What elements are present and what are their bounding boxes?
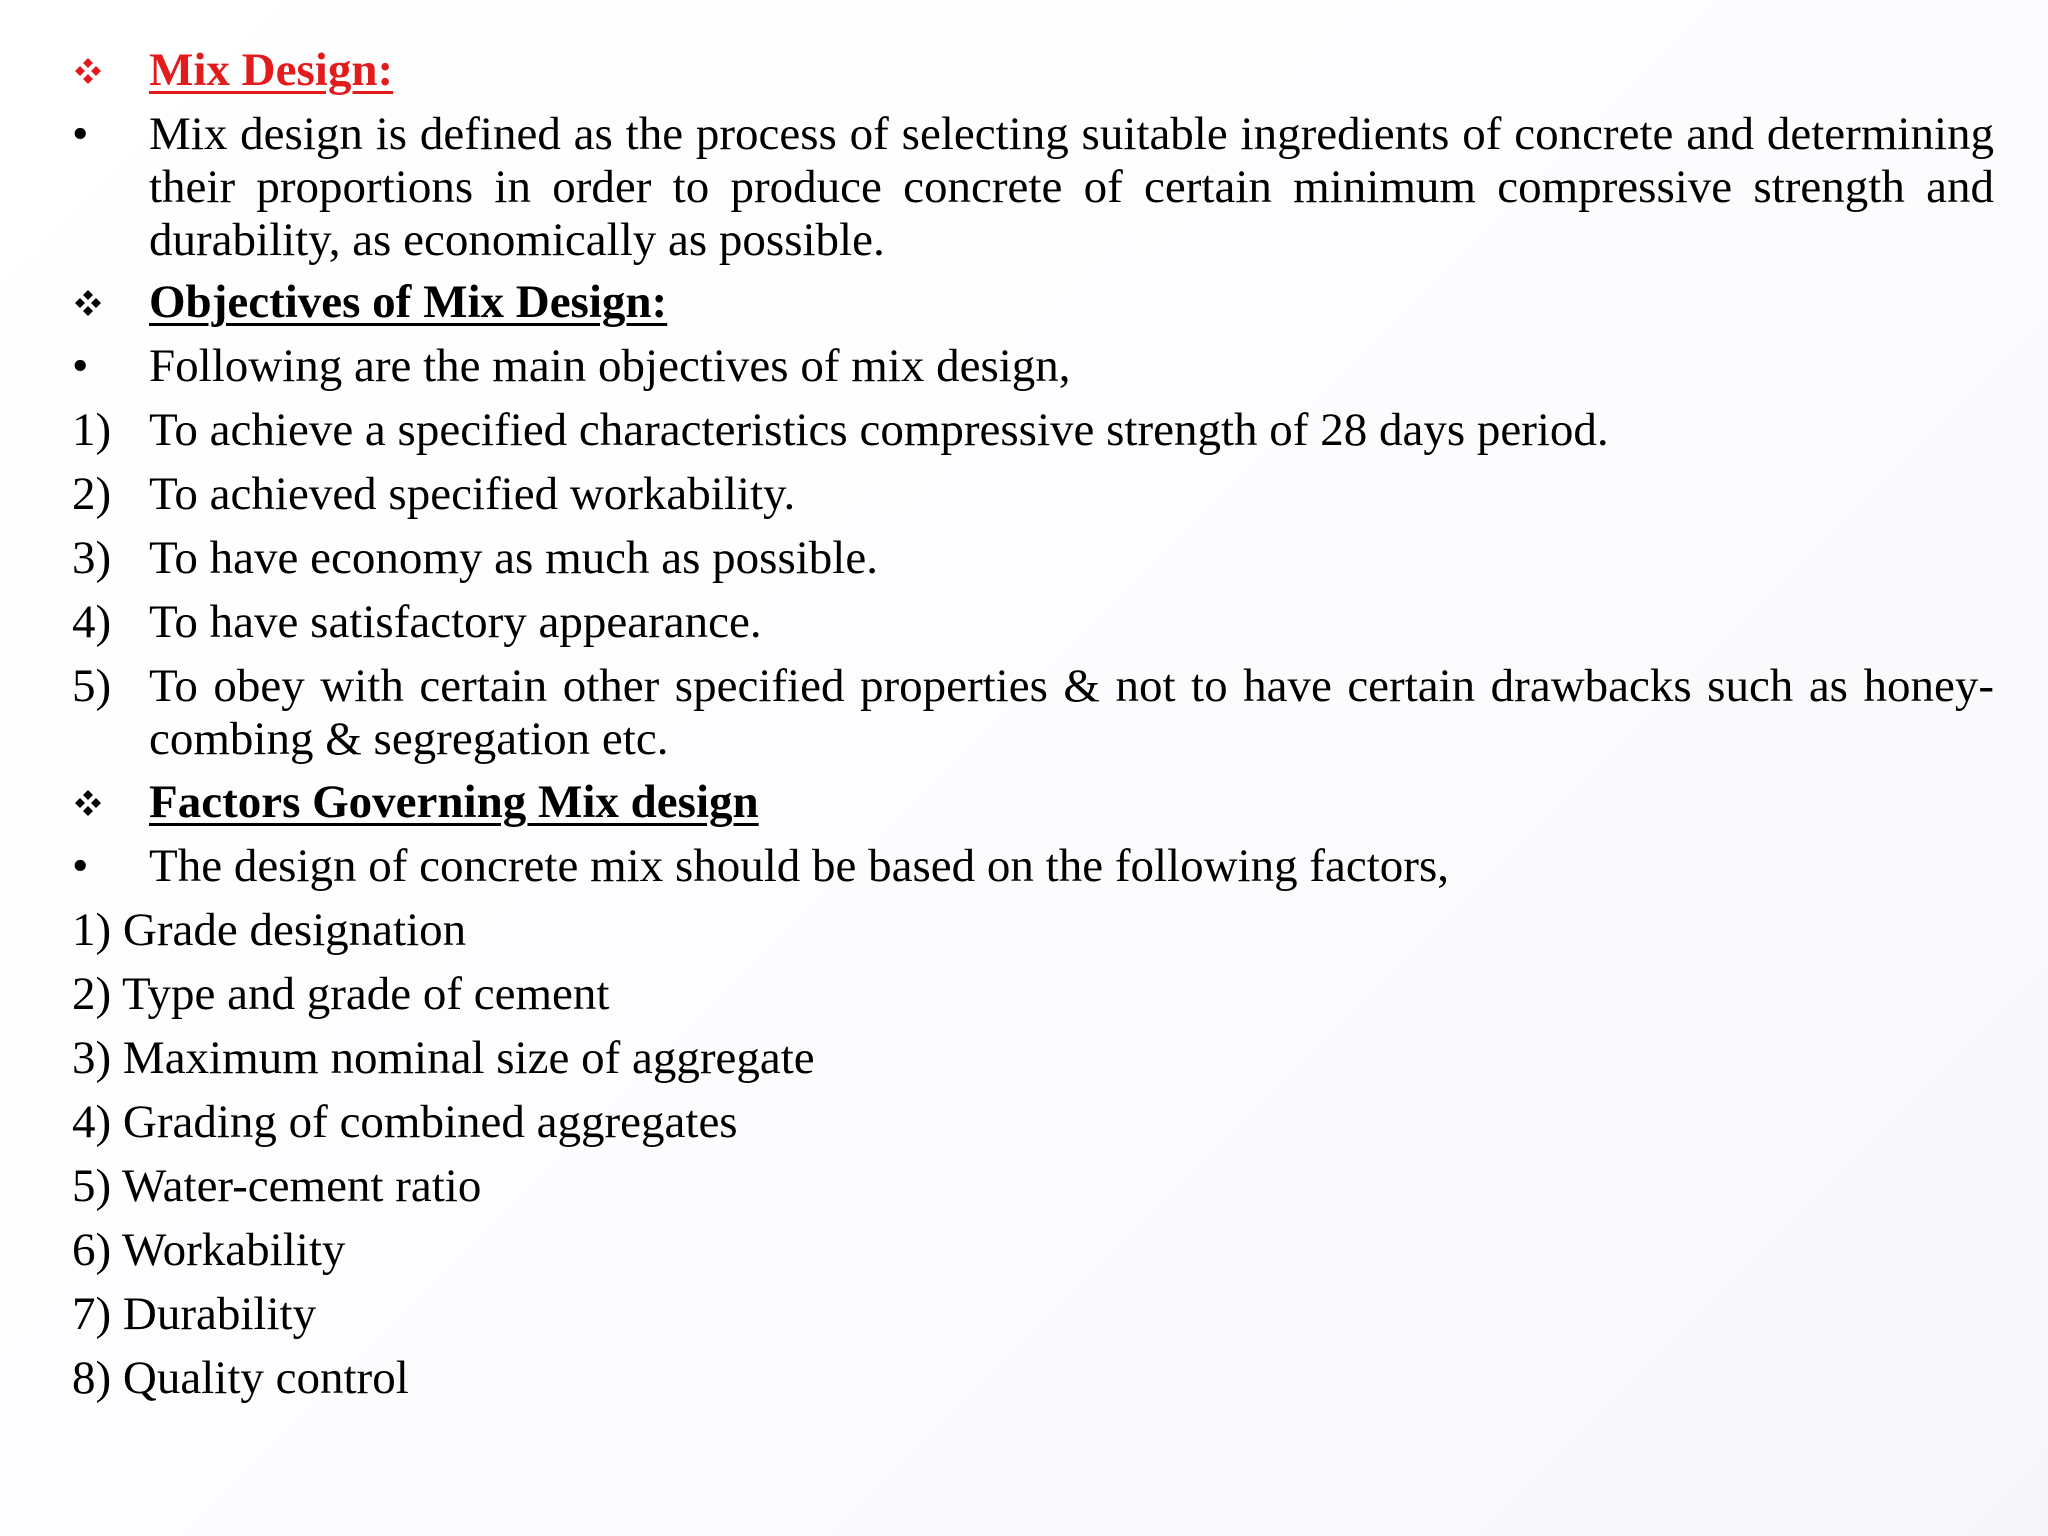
mix-design-definition: Mix design is defined as the process of selecting suitable ingredients of concrete and determining their proportions in order to produce concrete of certain minimum compressive strength and durability, as economically as possible. [149, 108, 1994, 266]
objective-number: 2) [72, 468, 112, 520]
bullet: • [72, 340, 89, 392]
factors-intro: The design of concrete mix should be based on the following factors, [149, 840, 1449, 892]
objective-text: To obey with certain other specified properties & not to have certain drawbacks such as honey-combing & segregation etc. [149, 660, 1994, 765]
factor-text: 3) Maximum nominal size of aggregate [72, 1032, 815, 1084]
objective-text: To achieve a specified characteristics compressive strength of 28 days period. [149, 404, 1609, 456]
mix-design-heading: Mix Design: [149, 44, 394, 96]
bullet: • [72, 108, 89, 160]
factor-text: 1) Grade designation [72, 904, 467, 956]
factor-text: 4) Grading of combined aggregates [72, 1096, 738, 1148]
bullet: • [72, 840, 89, 892]
objective-text: To have economy as much as possible. [149, 532, 878, 584]
objectives-intro: Following are the main objectives of mix design, [149, 340, 1071, 392]
factor-text: 2) Type and grade of cement [72, 968, 610, 1020]
objective-number: 4) [72, 596, 112, 648]
objective-text: To have satisfactory appearance. [149, 596, 762, 648]
factor-text: 8) Quality control [72, 1352, 409, 1404]
objective-text: To achieved specified workability. [149, 468, 796, 520]
objectives-heading: Objectives of Mix Design: [149, 276, 668, 328]
four-diamond-icon [70, 276, 118, 329]
objective-number: 5) [72, 660, 112, 712]
four-diamond-icon [70, 44, 118, 97]
factor-text: 7) Durability [72, 1288, 317, 1340]
four-diamond-icon [70, 776, 118, 829]
objective-number: 1) [72, 404, 112, 456]
factors-heading: Factors Governing Mix design [149, 776, 759, 828]
factor-text: 5) Water-cement ratio [72, 1160, 482, 1212]
factor-text: 6) Workability [72, 1224, 346, 1276]
objective-number: 3) [72, 532, 112, 584]
